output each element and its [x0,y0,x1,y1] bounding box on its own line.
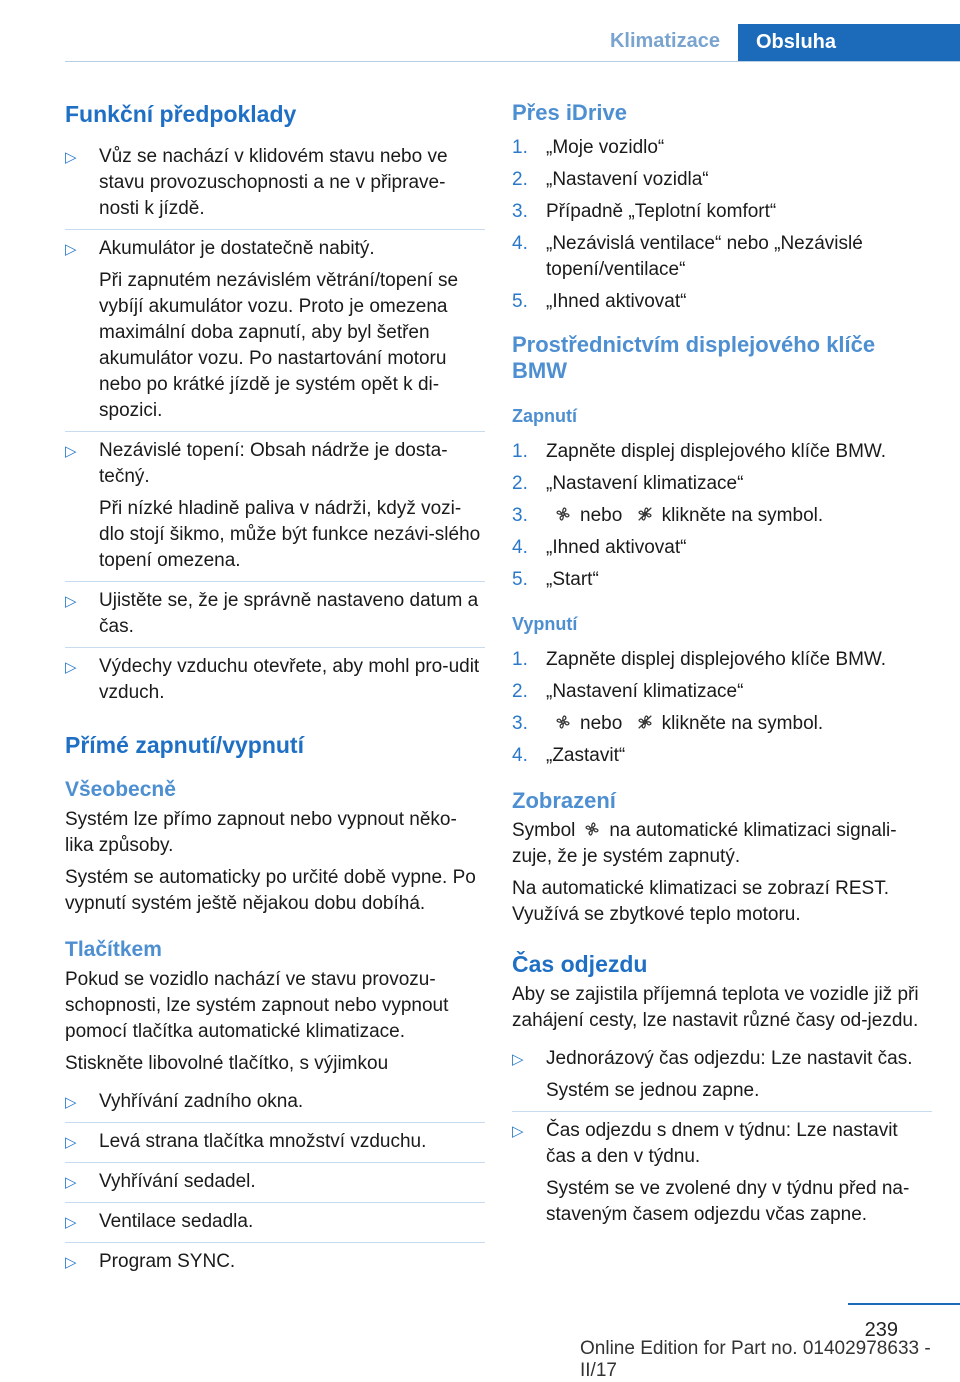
list-item: 5. „Ihned aktivovat“ [512,291,687,312]
heading-switch-on: Zapnutí [512,406,577,426]
list-item: ▷ Ujistěte se, že je správně nastaveno datum a čas. [65,582,485,648]
list-item: ▷ Vyhřívání zadního okna. [65,1083,485,1123]
heading-button: Tlačítkem [65,938,162,961]
heading-general: Všeobecně [65,778,176,801]
list-item: 1. „Moje vozidlo“ [512,137,665,158]
footer-rule [848,1303,960,1305]
list-item: 2. „Nastavení klimatizace“ [512,473,744,494]
list-item: 1. Zapněte displej displejového klíče BMW. [512,441,887,462]
triangle-right-icon: ▷ [65,1174,77,1191]
list-item: ▷ Levá strana tlačítka množství vzduchu. [65,1123,485,1163]
paragraph: Systém lze přímo zapnout nebo vypnout něko-lika způsoby. [65,809,457,856]
fan-icon [583,820,601,838]
triangle-right-icon: ▷ [65,149,77,166]
fan-icon [554,505,572,523]
list-item: 4. „Ihned aktivovat“ [512,537,687,558]
heading-direct-switch: Přímé zapnutí/vypnutí [65,732,304,758]
right-column [512,100,932,1235]
heading-display-key: Prostřednictvím displejového klíče BMW [512,332,876,383]
list-item: 2. „Nastavení vozidla“ [512,169,709,190]
fan-icon [554,713,572,731]
fan-off-icon [636,505,654,523]
list-item: ▷ Program SYNC. [65,1243,485,1282]
paragraph: Systém se automaticky po určité době vypne. Po vypnutí systém ještě nějakou dobu dobíhá. [65,867,476,914]
heading-display: Zobrazení [512,788,616,813]
paragraph: Aby se zajistila příjemná teplota ve vozidle již při zahájení cesty, lze nastavit různé časy od-jezdu. [512,984,919,1031]
fan-off-icon [636,713,654,731]
triangle-right-icon: ▷ [65,241,77,258]
list-item: ▷ Výdechy vzduchu otevřete, aby mohl pro-udit vzduch. [65,656,480,703]
header-section: Klimatizace [609,30,720,52]
list-item: 1. Zapněte displej displejového klíče BMW. [512,649,887,670]
heading-switch-off: Vypnutí [512,614,578,634]
list-item: ▷ Čas odjezdu s dnem v týdnu: Lze nastavit čas a den v týdnu. Systém se ve zvolené dny v týdnu před na-staveným časem odjezdu včas zapne. [512,1120,910,1225]
list-item: ▷ Akumulátor je dostatečně nabitý. Při zapnutém nezávislém větrání/topení se vybíjí akumulátor vozu. Proto je omezena maximální doba zapnutí, aby byl šetřen akumulátor vozu. Po nastartování motoru nebo po krátké jízdě je systém opět k di-spozici. [65,230,485,432]
switch-off-steps [512,644,932,772]
switch-on-steps [512,436,932,596]
list-item: ▷ Jednorázový čas odjezdu: Lze nastavit čas. Systém se jednou zapne. [512,1040,932,1112]
list-item: 4. „Zastavit“ [512,745,626,766]
list-item: 3. nebo klikněte na symbol. [512,505,824,526]
list-item: ▷ Nezávislé topení: Obsah nádrže je dosta-tečný. Při nízké hladině paliva v nádrži, když vozi-dlo stojí šikmo, může být funkce nezávi-slého topení omezena. [65,432,485,582]
header-chapter-tab: Obsluha [738,24,960,61]
list-item: 2. „Nastavení klimatizace“ [512,681,744,702]
triangle-right-icon: ▷ [65,593,77,610]
paragraph: Na automatické klimatizaci se zobrazí REST. Využívá se zbytkové teplo motoru. [512,878,889,925]
paragraph: Stiskněte libovolné tlačítko, s výjimkou [65,1053,389,1074]
left-column [65,100,485,1282]
footer-edition: Online Edition for Part no. 01402978633 - II/17 [580,1338,931,1381]
page-number: 239 [864,1319,898,1341]
triangle-right-icon: ▷ [65,1214,77,1231]
triangle-right-icon: ▷ [512,1051,524,1068]
exceptions-list [65,1083,485,1282]
list-item: 4. „Nezávislá ventilace“ nebo „Nezávislé topení/ventilace“ [512,233,863,280]
triangle-right-icon: ▷ [65,1094,77,1111]
triangle-right-icon: ▷ [65,659,77,676]
list-item: 3. Případně „Teplotní komfort“ [512,201,777,222]
header-rule [65,61,960,62]
heading-departure-time: Čas odjezdu [512,951,648,977]
triangle-right-icon: ▷ [65,1254,77,1271]
triangle-right-icon: ▷ [512,1123,524,1140]
departure-list [512,1040,932,1235]
heading-idrive: Přes iDrive [512,100,627,125]
list-item: ▷ Vyhřívání sedadel. [65,1163,485,1203]
paragraph: Pokud se vozidlo nachází ve stavu provozu-schopnosti, lze systém zapnout nebo vypnout pomocí tlačítka automatické klimatizace. [65,969,449,1042]
idrive-steps [512,132,932,318]
triangle-right-icon: ▷ [65,1134,77,1151]
paragraph: Symbol na automatické klimatizaci signali-zuje, že je systém zapnutý. [512,820,897,867]
preconditions-list [65,138,485,713]
heading-preconditions: Funkční předpoklady [65,101,297,127]
triangle-right-icon: ▷ [65,443,77,460]
list-item: 3. nebo klikněte na symbol. [512,713,824,734]
list-item: 5. „Start“ [512,569,599,590]
list-item: ▷ Vůz se nachází v klidovém stavu nebo ve stavu provozuschopnosti a ne v připrave-nosti k jízdě. [65,138,485,230]
list-item: ▷ Ventilace sedadla. [65,1203,485,1243]
